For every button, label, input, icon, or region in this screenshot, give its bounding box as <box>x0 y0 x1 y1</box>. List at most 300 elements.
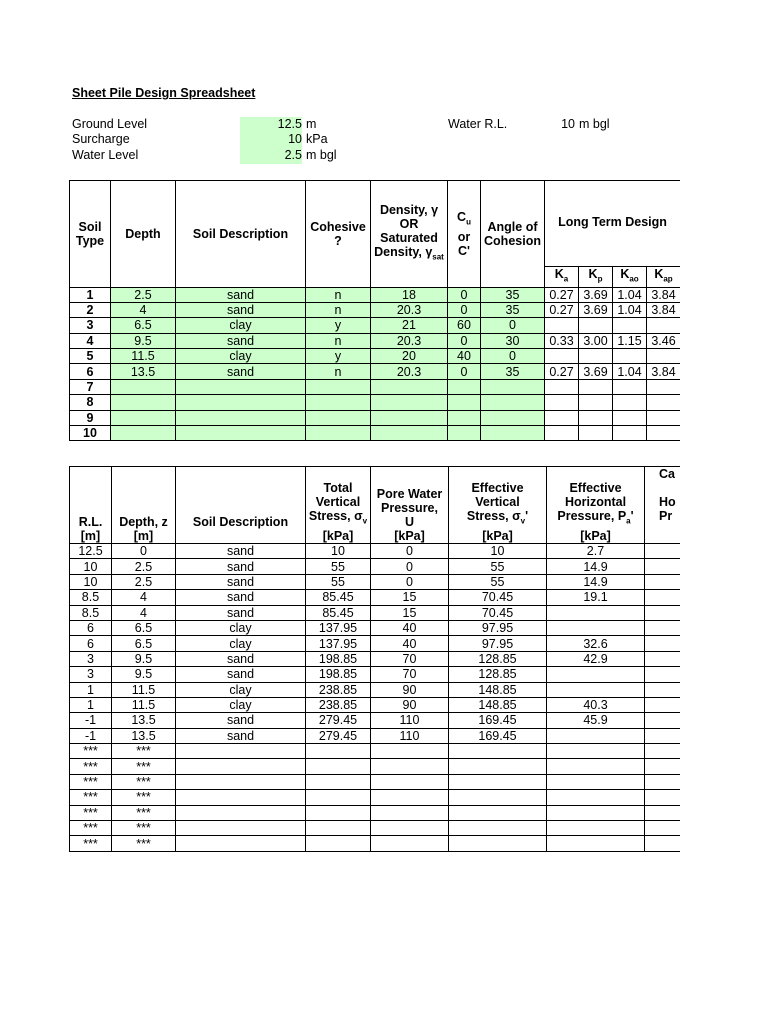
density-cell[interactable] <box>371 426 448 441</box>
kap-cell <box>647 410 681 425</box>
cut-column-cell <box>645 651 681 666</box>
soil-properties-table <box>69 180 680 441</box>
kap-cell: 3.84 <box>647 302 681 317</box>
depth-z-cell: *** <box>112 790 176 805</box>
depth-z-cell: 9.5 <box>112 667 176 682</box>
surcharge-unit: kPa <box>306 132 328 146</box>
effective-vertical-cell <box>449 836 547 851</box>
angle-cell[interactable] <box>481 426 545 441</box>
total-stress-cell: 238.85 <box>306 697 371 712</box>
pore-pressure-cell: 90 <box>371 682 449 697</box>
soil-type-number: 1 <box>70 287 111 302</box>
water-level-value[interactable]: 2.5 <box>240 148 302 164</box>
effective-horizontal-cell <box>547 836 645 851</box>
angle-cell[interactable]: 0 <box>481 349 545 364</box>
depth-cell[interactable] <box>111 379 176 394</box>
water-level-unit: m bgl <box>306 148 337 162</box>
description-cell[interactable] <box>176 426 306 441</box>
effective-horizontal-cell: 14.9 <box>547 559 645 574</box>
soil-row <box>70 410 681 425</box>
soil-description-cell: sand <box>176 544 306 559</box>
effective-vertical-cell <box>449 805 547 820</box>
description-cell[interactable]: sand <box>176 364 306 379</box>
cut-column-cell <box>645 636 681 651</box>
depth-cell[interactable] <box>111 426 176 441</box>
rl-cell: 3 <box>70 667 112 682</box>
angle-cell[interactable]: 0 <box>481 318 545 333</box>
rl-cell: 8.5 <box>70 590 112 605</box>
cut-column-cell <box>645 713 681 728</box>
pore-pressure-cell: 110 <box>371 713 449 728</box>
cut-column-cell <box>645 821 681 836</box>
depth-z-cell: 6.5 <box>112 636 176 651</box>
header-angle: Angle of Cohesion <box>481 181 545 288</box>
depth-z-cell: *** <box>112 836 176 851</box>
cut-column-cell <box>645 667 681 682</box>
effective-vertical-cell: 70.45 <box>449 590 547 605</box>
soil-description-cell: sand <box>176 728 306 743</box>
stress-row <box>70 821 681 836</box>
density-cell[interactable] <box>371 379 448 394</box>
cut-column-cell <box>645 790 681 805</box>
rl-cell: *** <box>70 744 112 759</box>
total-stress-cell <box>306 774 371 789</box>
kp-cell: 3.00 <box>579 333 613 348</box>
effective-vertical-cell <box>449 821 547 836</box>
kao-cell: 1.04 <box>613 364 647 379</box>
effective-horizontal-cell <box>547 605 645 620</box>
soil-description-cell: sand <box>176 713 306 728</box>
stress-row <box>70 728 681 743</box>
stress-row <box>70 651 681 666</box>
ka-cell: 0.27 <box>545 302 579 317</box>
depth-z-cell: 11.5 <box>112 697 176 712</box>
soil-type-number: 9 <box>70 410 111 425</box>
soil-row <box>70 287 681 302</box>
ka-cell: 0.27 <box>545 287 579 302</box>
effective-vertical-cell <box>449 744 547 759</box>
rl-cell: 8.5 <box>70 605 112 620</box>
pore-pressure-cell <box>371 836 449 851</box>
effective-vertical-cell: 128.85 <box>449 651 547 666</box>
depth-z-cell: *** <box>112 805 176 820</box>
soil-description-cell <box>176 774 306 789</box>
ka-cell <box>545 410 579 425</box>
surcharge-label: Surcharge <box>72 132 130 146</box>
description-cell[interactable]: clay <box>176 318 306 333</box>
depth-cell[interactable]: 13.5 <box>111 364 176 379</box>
total-stress-cell: 279.45 <box>306 713 371 728</box>
depth-z-cell: 13.5 <box>112 713 176 728</box>
stress-row <box>70 836 681 851</box>
angle-cell[interactable]: 35 <box>481 302 545 317</box>
rl-cell: 3 <box>70 651 112 666</box>
kao-cell <box>613 410 647 425</box>
soil-type-number: 10 <box>70 426 111 441</box>
kp-cell <box>579 410 613 425</box>
cut-column-cell <box>645 605 681 620</box>
cohesive-cell[interactable] <box>306 395 371 410</box>
ground-level-value[interactable]: 12.5 <box>240 117 302 133</box>
angle-cell[interactable]: 35 <box>481 364 545 379</box>
stress-row <box>70 620 681 635</box>
cohesive-cell[interactable] <box>306 410 371 425</box>
soil-description-cell: sand <box>176 605 306 620</box>
header-cohesive: Cohesive ? <box>306 181 371 288</box>
sheet-title: Sheet Pile Design Spreadsheet <box>72 86 256 100</box>
cut-column-cell <box>645 697 681 712</box>
cohesive-cell[interactable]: n <box>306 287 371 302</box>
depth-z-cell: 6.5 <box>112 620 176 635</box>
pore-pressure-cell <box>371 759 449 774</box>
header-stress-soil-description: Soil Description <box>176 467 306 529</box>
stress-row <box>70 774 681 789</box>
stress-row <box>70 559 681 574</box>
surcharge-value[interactable]: 10 <box>240 132 302 148</box>
kao-cell <box>613 349 647 364</box>
rl-cell: 12.5 <box>70 544 112 559</box>
depth-cell[interactable]: 11.5 <box>111 349 176 364</box>
soil-row <box>70 302 681 317</box>
soil-type-number: 6 <box>70 364 111 379</box>
effective-vertical-cell: 148.85 <box>449 682 547 697</box>
cohesive-cell[interactable]: y <box>306 349 371 364</box>
stress-row <box>70 790 681 805</box>
angle-cell[interactable]: 35 <box>481 287 545 302</box>
kp-cell <box>579 318 613 333</box>
soil-description-cell: sand <box>176 651 306 666</box>
cu-cell[interactable]: 0 <box>448 333 481 348</box>
cu-cell[interactable]: 0 <box>448 364 481 379</box>
stress-row <box>70 574 681 589</box>
cu-cell[interactable]: 0 <box>448 302 481 317</box>
cu-cell[interactable] <box>448 395 481 410</box>
header-depth-z: Depth, z <box>112 467 176 529</box>
pore-pressure-cell: 110 <box>371 728 449 743</box>
soil-description-cell: sand <box>176 667 306 682</box>
soil-description-cell <box>176 821 306 836</box>
cu-cell[interactable] <box>448 379 481 394</box>
stress-table <box>69 466 680 852</box>
depth-z-cell: 2.5 <box>112 574 176 589</box>
ka-cell <box>545 318 579 333</box>
kao-cell: 1.15 <box>613 333 647 348</box>
soil-description-cell: clay <box>176 682 306 697</box>
effective-horizontal-cell: 42.9 <box>547 651 645 666</box>
pore-pressure-cell: 40 <box>371 620 449 635</box>
effective-vertical-cell: 148.85 <box>449 697 547 712</box>
cu-cell[interactable] <box>448 426 481 441</box>
rl-cell: *** <box>70 774 112 789</box>
density-cell[interactable]: 20.3 <box>371 333 448 348</box>
water-rl-value: 10 <box>561 117 575 131</box>
effective-horizontal-cell <box>547 728 645 743</box>
unit-cell: [kPa] <box>371 529 449 544</box>
depth-cell[interactable] <box>111 395 176 410</box>
stress-row <box>70 805 681 820</box>
kap-cell <box>647 379 681 394</box>
description-cell[interactable] <box>176 410 306 425</box>
soil-row <box>70 349 681 364</box>
ka-cell <box>545 426 579 441</box>
stress-row <box>70 590 681 605</box>
effective-horizontal-cell <box>547 620 645 635</box>
soil-row <box>70 426 681 441</box>
cu-cell[interactable]: 40 <box>448 349 481 364</box>
kap-cell: 3.46 <box>647 333 681 348</box>
rl-cell: 1 <box>70 697 112 712</box>
rl-cell: 1 <box>70 682 112 697</box>
density-cell[interactable] <box>371 395 448 410</box>
effective-horizontal-cell <box>547 774 645 789</box>
soil-description-cell <box>176 836 306 851</box>
effective-vertical-cell: 97.95 <box>449 620 547 635</box>
cut-column-cell <box>645 759 681 774</box>
soil-description-cell: sand <box>176 559 306 574</box>
effective-horizontal-cell <box>547 790 645 805</box>
depth-z-cell: *** <box>112 774 176 789</box>
ka-cell <box>545 379 579 394</box>
cohesive-cell[interactable] <box>306 379 371 394</box>
kao-cell <box>613 379 647 394</box>
total-stress-cell: 85.45 <box>306 605 371 620</box>
rl-cell: -1 <box>70 713 112 728</box>
soil-row <box>70 379 681 394</box>
header-cu: $C_u$ or C' <box>448 181 481 288</box>
depth-cell[interactable]: 2.5 <box>111 287 176 302</box>
kp-cell <box>579 349 613 364</box>
pore-pressure-cell <box>371 774 449 789</box>
effective-vertical-cell: 10 <box>449 544 547 559</box>
density-cell[interactable]: 21 <box>371 318 448 333</box>
header-effective-vertical: Effective Vertical Stress, $\sigma_v'$ <box>449 467 547 529</box>
effective-vertical-cell: 70.45 <box>449 605 547 620</box>
cu-cell[interactable]: 60 <box>448 318 481 333</box>
kap-cell: 3.84 <box>647 364 681 379</box>
soil-description-cell <box>176 759 306 774</box>
pore-pressure-cell <box>371 805 449 820</box>
unit-cell: [kPa] <box>449 529 547 544</box>
total-stress-cell <box>306 805 371 820</box>
kao-cell <box>613 395 647 410</box>
effective-horizontal-cell <box>547 667 645 682</box>
effective-vertical-cell <box>449 759 547 774</box>
effective-vertical-cell: 128.85 <box>449 667 547 682</box>
total-stress-cell: 55 <box>306 559 371 574</box>
ka-cell <box>545 395 579 410</box>
cut-column-cell <box>645 805 681 820</box>
ground-level-label: Ground Level <box>72 117 148 131</box>
rl-cell: 6 <box>70 620 112 635</box>
rl-cell: 6 <box>70 636 112 651</box>
soil-row <box>70 364 681 379</box>
description-cell[interactable] <box>176 395 306 410</box>
water-level-label: Water Level <box>72 148 139 162</box>
soil-type-number: 3 <box>70 318 111 333</box>
kap-cell <box>647 318 681 333</box>
pore-pressure-cell: 0 <box>371 574 449 589</box>
rl-cell: *** <box>70 821 112 836</box>
total-stress-cell <box>306 790 371 805</box>
total-stress-cell: 137.95 <box>306 620 371 635</box>
description-cell[interactable]: sand <box>176 302 306 317</box>
unit-cell <box>176 529 306 544</box>
soil-type-number: 7 <box>70 379 111 394</box>
soil-type-number: 8 <box>70 395 111 410</box>
density-cell[interactable]: 18 <box>371 287 448 302</box>
angle-cell[interactable] <box>481 379 545 394</box>
angle-cell[interactable] <box>481 410 545 425</box>
depth-cell[interactable] <box>111 410 176 425</box>
effective-vertical-cell: 55 <box>449 559 547 574</box>
pore-pressure-cell: 70 <box>371 667 449 682</box>
density-cell[interactable]: 20.3 <box>371 364 448 379</box>
kap-cell <box>647 395 681 410</box>
effective-horizontal-cell <box>547 759 645 774</box>
header-density: Density, γ OR Saturated Density, $\gamma_{sat}$ <box>371 181 448 288</box>
soil-description-cell: sand <box>176 590 306 605</box>
description-cell[interactable] <box>176 379 306 394</box>
rl-cell: *** <box>70 790 112 805</box>
kao-cell: 1.04 <box>613 287 647 302</box>
effective-horizontal-cell: 32.6 <box>547 636 645 651</box>
kao-cell: 1.04 <box>613 302 647 317</box>
stress-row <box>70 667 681 682</box>
depth-z-cell: *** <box>112 821 176 836</box>
cohesive-cell[interactable] <box>306 426 371 441</box>
depth-z-cell: *** <box>112 759 176 774</box>
pore-pressure-cell <box>371 821 449 836</box>
depth-z-cell: 9.5 <box>112 651 176 666</box>
description-cell[interactable]: sand <box>176 287 306 302</box>
unit-cell: [m] <box>112 529 176 544</box>
soil-description-cell <box>176 790 306 805</box>
depth-cell[interactable]: 6.5 <box>111 318 176 333</box>
cu-cell[interactable] <box>448 410 481 425</box>
rl-cell: *** <box>70 759 112 774</box>
unit-cell: [m] <box>70 529 112 544</box>
pore-pressure-cell: 90 <box>371 697 449 712</box>
density-cell[interactable]: 20 <box>371 349 448 364</box>
rl-cell: *** <box>70 805 112 820</box>
cut-column-cell <box>645 682 681 697</box>
depth-cell[interactable]: 4 <box>111 302 176 317</box>
total-stress-cell: 55 <box>306 574 371 589</box>
pore-pressure-cell <box>371 790 449 805</box>
depth-cell[interactable]: 9.5 <box>111 333 176 348</box>
total-stress-cell: 198.85 <box>306 651 371 666</box>
header-kao: $K_{ao}$ <box>613 267 647 288</box>
stress-row <box>70 605 681 620</box>
header-soil-type: Soil Type <box>70 181 111 288</box>
cohesive-cell[interactable]: n <box>306 364 371 379</box>
soil-description-cell <box>176 744 306 759</box>
stress-row <box>70 544 681 559</box>
kap-cell <box>647 426 681 441</box>
header-long-term-design: Long Term Design <box>545 181 681 267</box>
effective-horizontal-cell: 40.3 <box>547 697 645 712</box>
angle-cell[interactable] <box>481 395 545 410</box>
pore-pressure-cell: 0 <box>371 544 449 559</box>
effective-vertical-cell: 169.45 <box>449 713 547 728</box>
unit-cell: [kPa] <box>547 529 645 544</box>
unit-cell <box>645 529 681 544</box>
effective-vertical-cell: 55 <box>449 574 547 589</box>
total-stress-cell <box>306 821 371 836</box>
header-cut-column: Ca Ho Pr <box>645 467 681 529</box>
rl-cell: *** <box>70 836 112 851</box>
unit-cell: [kPa] <box>306 529 371 544</box>
cu-cell[interactable]: 0 <box>448 287 481 302</box>
pore-pressure-cell: 40 <box>371 636 449 651</box>
angle-cell[interactable]: 30 <box>481 333 545 348</box>
pore-pressure-cell: 15 <box>371 590 449 605</box>
stress-row <box>70 744 681 759</box>
cut-column-cell <box>645 559 681 574</box>
soil-row <box>70 395 681 410</box>
soil-type-number: 5 <box>70 349 111 364</box>
cut-column-cell <box>645 836 681 851</box>
depth-z-cell: 13.5 <box>112 728 176 743</box>
depth-z-cell: *** <box>112 744 176 759</box>
total-stress-cell: 85.45 <box>306 590 371 605</box>
soil-row <box>70 318 681 333</box>
cut-column-cell <box>645 728 681 743</box>
cohesive-cell[interactable]: y <box>306 318 371 333</box>
cohesive-cell[interactable]: n <box>306 333 371 348</box>
cut-column-cell <box>645 620 681 635</box>
depth-z-cell: 11.5 <box>112 682 176 697</box>
soil-description-cell: clay <box>176 697 306 712</box>
kp-cell: 3.69 <box>579 364 613 379</box>
description-cell[interactable]: clay <box>176 349 306 364</box>
soil-row <box>70 333 681 348</box>
header-total-stress: Total Vertical Stress, $\sigma_v$ <box>306 467 371 529</box>
kao-cell <box>613 426 647 441</box>
cut-column-cell <box>645 744 681 759</box>
stress-row <box>70 682 681 697</box>
effective-horizontal-cell <box>547 821 645 836</box>
total-stress-cell <box>306 744 371 759</box>
rl-cell: 10 <box>70 559 112 574</box>
effective-horizontal-cell: 14.9 <box>547 574 645 589</box>
cohesive-cell[interactable]: n <box>306 302 371 317</box>
effective-horizontal-cell: 45.9 <box>547 713 645 728</box>
soil-description-cell: clay <box>176 636 306 651</box>
depth-z-cell: 4 <box>112 605 176 620</box>
pore-pressure-cell <box>371 744 449 759</box>
effective-vertical-cell: 169.45 <box>449 728 547 743</box>
effective-vertical-cell <box>449 774 547 789</box>
density-cell[interactable] <box>371 410 448 425</box>
ka-cell: 0.33 <box>545 333 579 348</box>
cut-column-cell <box>645 590 681 605</box>
depth-z-cell: 0 <box>112 544 176 559</box>
description-cell[interactable]: sand <box>176 333 306 348</box>
header-ka: $K_a$ <box>545 267 579 288</box>
kao-cell <box>613 318 647 333</box>
total-stress-cell: 238.85 <box>306 682 371 697</box>
kp-cell <box>579 379 613 394</box>
kp-cell: 3.69 <box>579 302 613 317</box>
kap-cell <box>647 349 681 364</box>
density-cell[interactable]: 20.3 <box>371 302 448 317</box>
ground-level-unit: m <box>306 117 317 131</box>
soil-description-cell: clay <box>176 620 306 635</box>
effective-horizontal-cell: 19.1 <box>547 590 645 605</box>
soil-description-cell <box>176 805 306 820</box>
total-stress-cell: 279.45 <box>306 728 371 743</box>
